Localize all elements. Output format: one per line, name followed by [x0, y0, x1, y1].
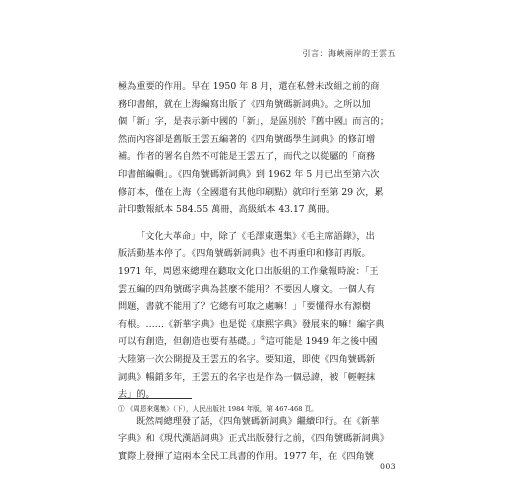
text-line: 去」的。 [118, 389, 155, 401]
text-line: 詞典》暢銷多年，王雲五的名字也是作為一個忌諱，被「輕輕抹 [118, 371, 376, 383]
footnote-divider [118, 398, 192, 399]
text-line: 修訂本，僅在上海（全國還有其他印刷點）就印行至第 29 次，累 [118, 186, 384, 198]
text-line: 「文化大革命」中，除了《毛澤東選集》《毛主席語錄》，出 [136, 230, 375, 242]
page-number: 003 [380, 462, 396, 471]
text-line: 個「新」字，是表示新中國的「新」，是區別於『舊中國』而言的； [118, 116, 390, 128]
text-line: 然而內容卻是舊版王雲五編著的《四角號碼學生詞典》的修訂增 [118, 133, 376, 145]
paragraph-continued [118, 78, 403, 219]
text-line: 補。作者的署名自然不可能是王雲五了，而代之以從屬的「商務 [118, 151, 376, 163]
paragraph-premier-zhou [118, 413, 403, 466]
footnote-marker: ① [118, 405, 125, 413]
text-line: 有根。……《新華字典》也是從《康熙字典》發展來的嘛！編字典 [118, 318, 385, 330]
text-line: 1971 年，周恩來總理在聽取文化口出版組的工作彙報時說：「王 [118, 265, 379, 277]
text-line: 計印數報紙本 584.55 萬冊，高級紙本 43.17 萬冊。 [118, 204, 336, 216]
text-line: 版活動基本停了。《四角號碼新詞典》也不再重印和修訂再版。 [118, 248, 371, 260]
running-header: 引言：海峽兩岸的王雲五 [302, 49, 396, 58]
text-line: 實際上發揮了這兩本全民工具書的作用。1977 年，在《四角號 [118, 450, 374, 462]
paragraph-gap [118, 219, 403, 228]
text-line: 雲五編的四角號碼字典為甚麼不能用？不要因人廢文。一個人有 [118, 283, 376, 295]
text-line: 務印書館，就在上海編寫出版了《四角號碼新詞典》。之所以加 [118, 98, 371, 110]
footnote-text: 《周恩來選集》（下），人民出版社 1984 年版，第 467-468 頁。 [126, 405, 318, 413]
text-line: 這可能是 1949 年之後中國 [265, 336, 378, 348]
text-line: 問題，書就不能用了？它總有可取之處嘛！」「要懂得水有源樹 [118, 301, 371, 313]
footnote [118, 404, 403, 414]
text-line: 極為重要的作用。早在 1950 年 8 月，還在私營未改組之前的商 [118, 81, 380, 92]
text-line: 既然周總理發了話，《四角號碼新詞典》繼續印行。在《新華 [136, 415, 380, 427]
text-line: 可以有創造，但創造也要有基礎。」 [118, 336, 261, 348]
text-line: 印書館編輯」。《四角號碼新詞典》到 1962 年 5 月已出至第六次 [118, 168, 380, 180]
footnote-reference[interactable]: ① [260, 335, 266, 343]
text-line: 字典》和《現代漢語詞典》正式出版發行之前，《四角號碼新詞典》 [118, 433, 390, 445]
paragraph-cultural-revolution [118, 228, 403, 404]
text-line: 大陸第一次公開提及王雲五的名字。要知道，即使《四角號碼新 [118, 353, 376, 365]
